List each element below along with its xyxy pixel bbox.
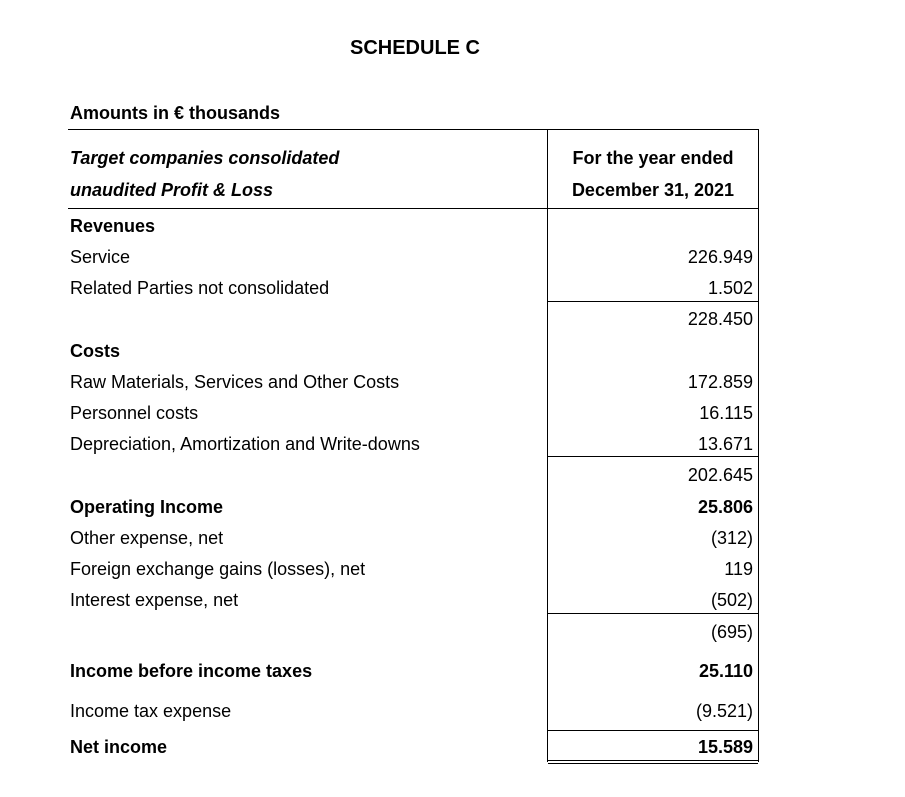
personnel-costs-label: Personnel costs xyxy=(70,403,199,423)
income-tax-label: Income tax expense xyxy=(70,701,232,721)
related-parties-value: 1.502 xyxy=(707,278,753,298)
revenues-total-rule xyxy=(548,301,758,302)
costs-heading-row xyxy=(70,338,905,364)
statement-header-line2: unaudited Profit & Loss xyxy=(70,180,274,200)
statement-header-line1: Target companies consolidated xyxy=(70,148,340,168)
period-header xyxy=(548,142,758,206)
service-label: Service xyxy=(70,247,131,267)
units-label: Amounts in € thousands xyxy=(70,103,281,123)
other-expense-label: Other expense, net xyxy=(70,528,224,548)
personnel-costs-row xyxy=(70,400,905,426)
income-before-taxes-label: Income before income taxes xyxy=(70,661,313,681)
interest-expense-label: Interest expense, net xyxy=(70,590,239,610)
raw-materials-value: 172.859 xyxy=(687,372,753,392)
income-tax-row xyxy=(70,698,905,724)
operating-income-row xyxy=(70,494,905,520)
net-income-top-rule xyxy=(548,730,758,731)
depreciation-row xyxy=(70,431,905,457)
service-value: 226.949 xyxy=(687,247,753,267)
raw-materials-label: Raw Materials, Services and Other Costs xyxy=(70,372,400,392)
fx-gains-row xyxy=(70,556,905,582)
revenues-total-value: 228.450 xyxy=(687,309,753,329)
revenues-heading: Revenues xyxy=(70,216,156,236)
related-parties-label: Related Parties not consolidated xyxy=(70,278,330,298)
other-items-total-value: (695) xyxy=(710,622,753,642)
fx-gains-value: 119 xyxy=(724,559,753,579)
personnel-costs-value: 16.115 xyxy=(699,403,753,423)
interest-expense-value: (502) xyxy=(710,590,753,610)
net-income-label: Net income xyxy=(70,737,168,757)
depreciation-value: 13.671 xyxy=(697,434,753,454)
operating-income-label: Operating Income xyxy=(70,497,224,517)
period-header-line2: December 31, 2021 xyxy=(571,180,735,200)
net-income-value: 15.589 xyxy=(697,737,753,757)
statement-header xyxy=(70,142,339,206)
other-items-total-rule xyxy=(548,613,758,614)
income-before-taxes-row xyxy=(70,658,905,684)
other-expense-value: (312) xyxy=(710,528,753,548)
other-expense-row xyxy=(70,525,905,551)
period-header-line1: For the year ended xyxy=(572,148,734,168)
revenues-total-row xyxy=(70,306,905,332)
net-income-row xyxy=(70,734,905,760)
costs-heading: Costs xyxy=(70,341,121,361)
raw-materials-row xyxy=(70,369,905,395)
schedule-title: SCHEDULE C xyxy=(349,37,480,59)
net-income-double-rule-1 xyxy=(548,760,758,761)
income-before-taxes-value: 25.110 xyxy=(698,661,753,681)
service-row xyxy=(70,244,905,270)
costs-total-value: 202.645 xyxy=(687,465,753,485)
costs-total-rule xyxy=(548,456,758,457)
depreciation-label: Depreciation, Amortization and Write-downs xyxy=(70,434,420,454)
fx-gains-label: Foreign exchange gains (losses), net xyxy=(70,559,366,579)
net-income-double-rule-2 xyxy=(548,763,758,764)
costs-total-row xyxy=(70,462,905,488)
other-items-total-row xyxy=(70,619,905,645)
related-parties-row xyxy=(70,275,905,301)
interest-expense-row xyxy=(70,587,905,613)
revenues-heading-row xyxy=(70,213,905,239)
income-tax-value: (9.521) xyxy=(695,701,753,721)
operating-income-value: 25.806 xyxy=(697,497,753,517)
